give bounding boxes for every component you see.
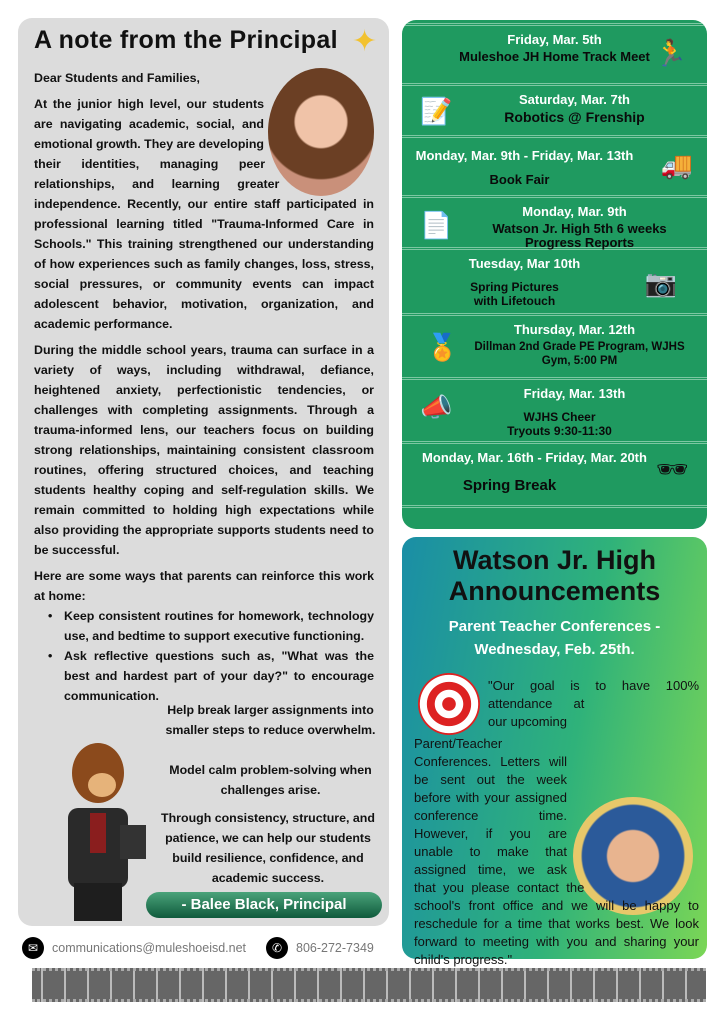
announcement-quote: "Our goal is to have 100% attendance at our upcoming Parent/Teacher Conferences. Letters will be sent out the week before with your assigned conference time. However, if you are unable to make that assigned time, we ask that you please contact the school's front office and we will be happy to reschedule for a time that works best. We look forward to meeting with you and sharing your child's progress." — [414, 677, 699, 969]
event-item: Monday, Mar. 16th - Friday, Mar. 20th Spring Break 🕶 — [402, 444, 707, 508]
greeting: Dear Students and Families, — [34, 71, 200, 85]
closing-text: Through consistency, structure, and patience, we can help our students build resilience, confidence, and academic success. — [161, 811, 375, 885]
principal-photo — [264, 68, 374, 193]
paragraph-1: At the junior high level, our students are navigating academic, social, and emotional growth. They are developing their identities, managing peer relationships, and learning greater independence. Recently, our entire staff participated in professional learning titled "Trauma-Informed Care in Schools." This training strengthened our understanding of how experiences such as family changes, loss, stress, social pressures, or community events can impact adolescent behavior, motivation, organization, and academic performance. — [34, 97, 374, 331]
runner-icon: 🏃 — [654, 38, 687, 68]
sparkle-icon: ✦ — [352, 25, 378, 58]
event-item: Saturday, Mar. 7th Robotics @ Frenship 📝 — [402, 86, 707, 138]
award-icon: 🏅 — [426, 332, 459, 362]
report-card-icon: 📄 — [420, 210, 453, 240]
event-item: Monday, Mar. 9th Watson Jr. High 5th 6 weeks Progress Reports 📄 — [402, 198, 707, 250]
decorative-border — [32, 968, 706, 1002]
event-item: Friday, Mar. 5th Muleshoe JH Home Track Meet 🏃 — [402, 26, 707, 86]
tip-item: Help break larger assignments into smaller steps to reduce overwhelm. — [165, 703, 376, 737]
event-item: Tuesday, Mar 10th Spring Pictures with Lifetouch 📷 — [402, 250, 707, 316]
signature-banner: - Balee Black, Principal — [146, 892, 382, 918]
mule-mascot-icon — [38, 733, 158, 923]
principal-note-title: A note from the Principal — [34, 26, 338, 54]
phone-number[interactable]: 806-272-7349 — [296, 941, 374, 955]
tip-item: • Keep consistent routines for homework, technology use, and bedtime to support executive functioning. — [64, 606, 374, 646]
book-truck-icon: 🚚 — [660, 150, 693, 180]
target-icon — [418, 673, 480, 735]
sunglasses-ball-icon: 🕶 — [655, 454, 689, 484]
principal-note-panel — [18, 18, 389, 926]
announcements-panel — [402, 537, 707, 967]
announcements-subtitle: Parent Teacher Conferences - Wednesday, Feb. 25th. — [448, 618, 661, 658]
principal-note-body — [34, 68, 374, 706]
phone-icon: ✆ — [266, 937, 288, 959]
camera-icon: 📷 — [644, 268, 677, 298]
phone-contact[interactable] — [266, 937, 374, 959]
tip-item: Model calm problem-solving when challenges arise. — [169, 763, 372, 797]
paragraph-2: During the middle school years, trauma can surface in a variety of ways, including withdrawal, defiance, heightened anxiety, perfectionistic tendencies, or challenges with completing assignments. Through a trauma-informed lens, our teachers focus on building strong relationships, maintaining consistent classroom routines, offering structured choices, and teaching students healthy coping and self-regulation skills. We remain committed to holding high expectations while also providing the appropriate supports students need to be successful. — [34, 343, 374, 557]
events-calendar-panel — [402, 20, 707, 529]
email-icon: ✉ — [22, 937, 44, 959]
email-link[interactable]: communications@muleshoeisd.net — [52, 941, 247, 955]
email-contact[interactable] — [22, 937, 246, 959]
event-item: Friday, Mar. 13th WJHS Cheer Tryouts 9:30-11:30 📣 — [402, 380, 707, 444]
event-item: Monday, Mar. 9th - Friday, Mar. 13th Book Fair 🚚 — [402, 138, 707, 198]
paragraph-3: Here are some ways that parents can reinforce this work at home: — [34, 569, 374, 603]
tip-item: • Ask reflective questions such as, "What was the best and hardest part of your day?" to encourage communication. — [64, 646, 374, 706]
event-item: Thursday, Mar. 12th Dillman 2nd Grade PE Program, WJHS Gym, 5:00 PM 🏅 — [402, 316, 707, 380]
paper-icon: 📝 — [420, 96, 453, 126]
cheerleaders-icon: 📣 — [420, 392, 453, 422]
announcements-title: Watson Jr. High Announcements — [448, 545, 661, 606]
